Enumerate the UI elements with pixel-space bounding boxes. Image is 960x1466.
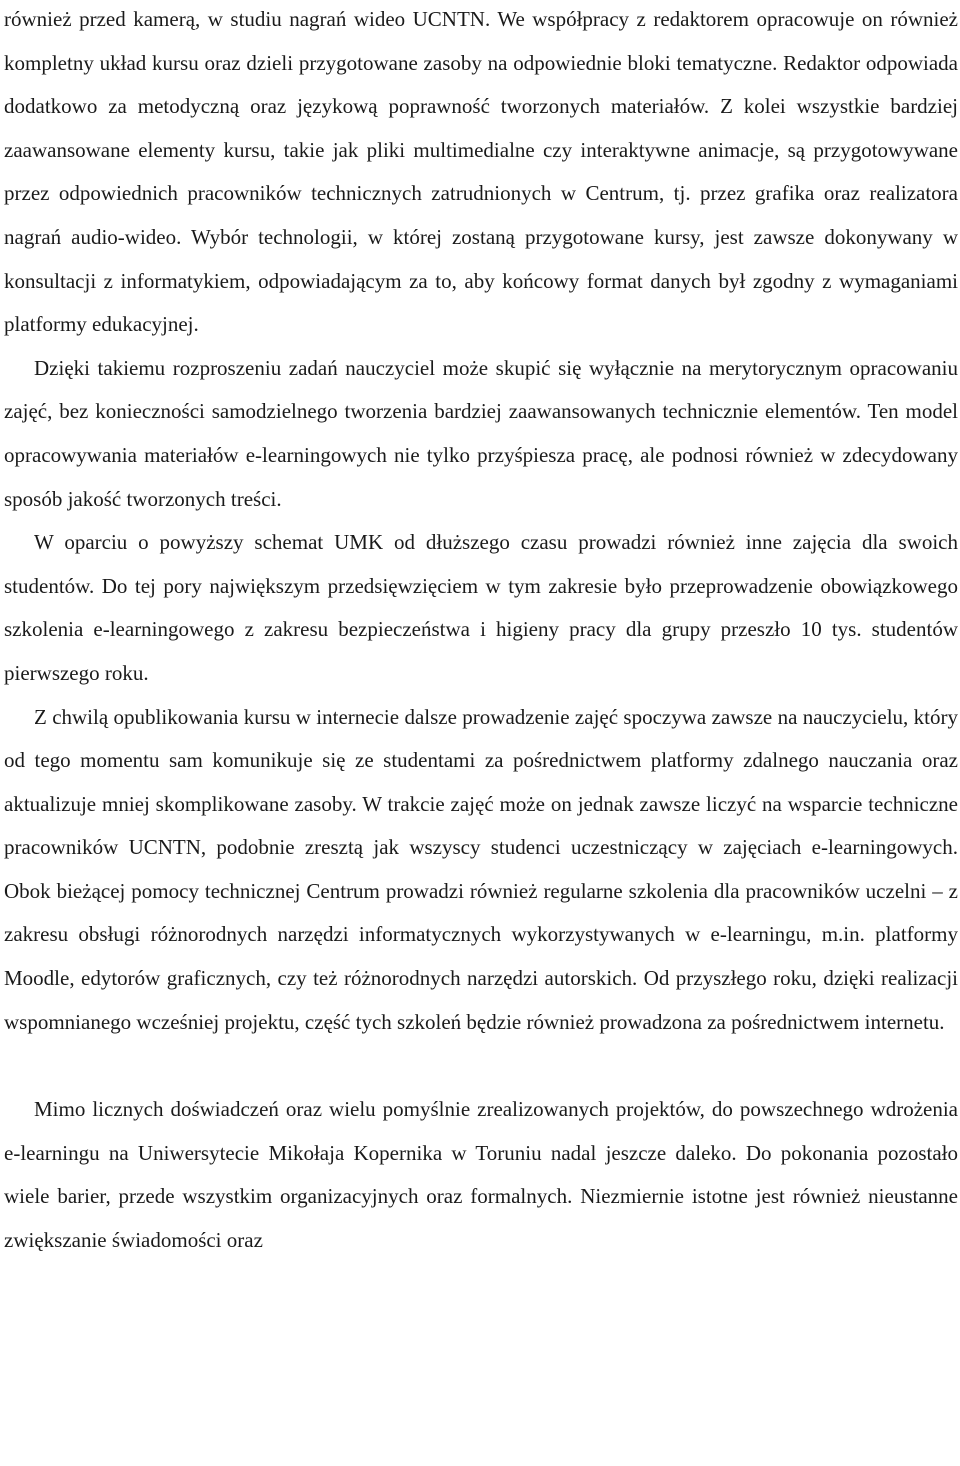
paragraph-course-roles: również przed kamerą, w studiu nagrań wideo UCNTN. We współpracy z redaktorem opracowuje on również kompletny układ kursu oraz dzieli przygotowane zasoby na odpowiednie bloki tematyczne. Redaktor odpowiada dodatkowo za metodyczną oraz językową poprawność tworzonych materiałów. Z kolei wszystkie bardziej zaawansowane elementy kursu, takie jak pliki multimedialne czy interaktywne animacje, są przygotowywane przez odpowiednich pracowników technicznych zatrudnionych w Centrum, tj. przez grafika oraz realizatora nagrań audio-wideo. Wybór technologii, w której zostaną przygotowane kursy, jest zawsze dokonywany w konsultacji z informatykiem, odpowiadającym za to, aby końcowy format danych był zgodny z wymaganiami platformy edukacyjnej. bbox=[4, 7, 958, 337]
paragraph-barriers: Mimo licznych doświadczeń oraz wielu pomyślnie zrealizowanych projektów, do powszechnego wdrożenia e-learningu na Uniwersytecie Mikołaja Kopernika w Toruniu nadal jeszcze daleko. Do pokonania pozostało wiele barier, przede wszystkim organizacyjnych oraz formalnych. Niezmiernie istotne jest również nieustanne zwiększanie świadomości oraz bbox=[4, 1097, 958, 1253]
document-page bbox=[4, 0, 958, 1263]
paragraph-umk-courses: W oparciu o powyższy schemat UMK od dłuższego czasu prowadzi również inne zajęcia dla swoich studentów. Do tej pory największym przedsięwzięciem w tym zakresie było przeprowadzenie obowiązkowego szkolenia e-learningowego z zakresu bezpieczeństwa i higieny pracy dla grupy przeszło 10 tys. studentów pierwszego roku. bbox=[4, 530, 958, 685]
paragraph-task-distribution: Dzięki takiemu rozproszeniu zadań nauczyciel może skupić się wyłącznie na merytorycznym opracowaniu zajęć, bez konieczności samodzielnego tworzenia bardziej zaawansowanych technicznie elementów. Ten model opracowywania materiałów e-learningowych nie tylko przyśpiesza pracę, ale podnosi również w zdecydowany sposób jakość tworzonych treści. bbox=[4, 355, 958, 511]
paragraph-course-publication: Z chwilą opublikowania kursu w internecie dalsze prowadzenie zajęć spoczywa zawsze na nauczycielu, który od tego momentu sam komunikuje się ze studentami za pośrednictwem platformy zdalnego nauczania oraz aktualizuje mniej skomplikowane zasoby. W trakcie zajęć może on jednak zawsze liczyć na wsparcie techniczne pracowników UCNTN, podobnie zresztą jak wszyscy studenci uczestniczący w zajęciach e-learningowych. Obok bieżącej pomocy technicznej Centrum prowadzi również regularne szkolenia dla pracowników uczelni – z zakresu obsługi różnorodnych narzędzi informatycznych wykorzystywanych w e-learningu, m.in. platformy Moodle, edytorów graficznych, czy też różnorodnych narzędzi autorskich. Od przyszłego roku, dzięki realizacji wspomnianego wcześniej projektu, część tych szkoleń będzie również prowadzona za pośrednictwem internetu. bbox=[4, 704, 958, 1034]
paragraph-spacer bbox=[4, 1044, 958, 1088]
